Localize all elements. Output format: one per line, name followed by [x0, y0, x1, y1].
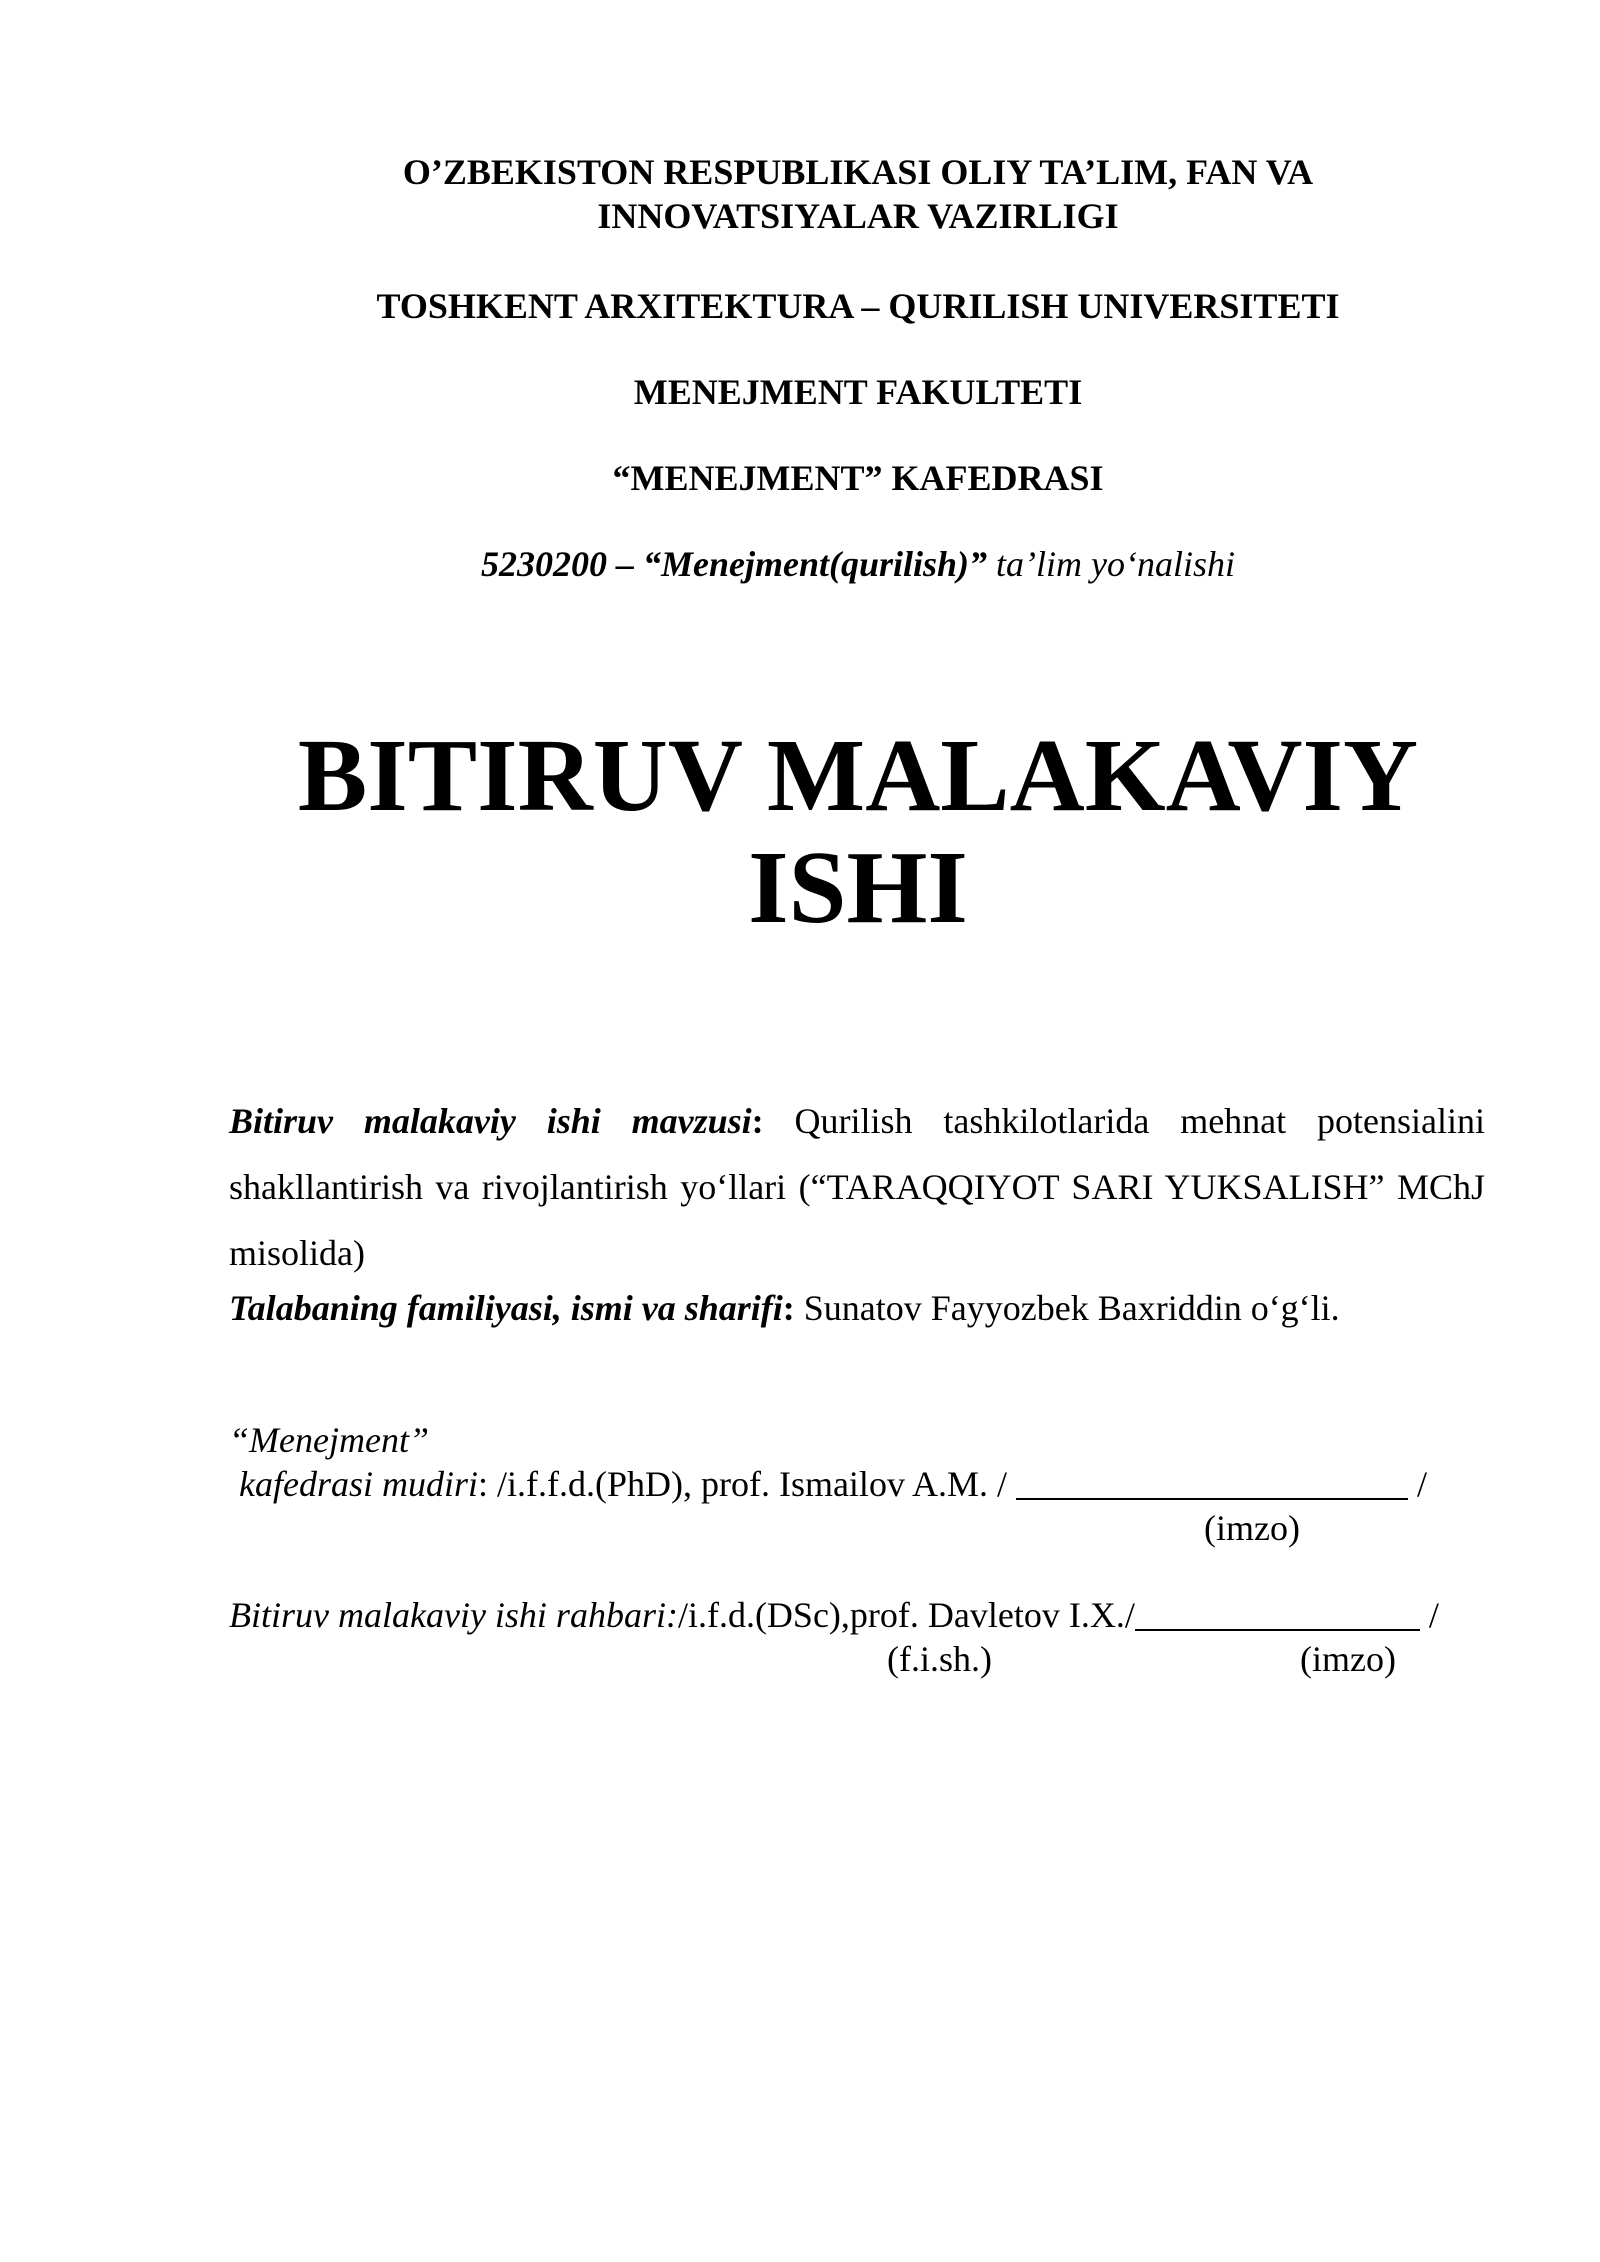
title-line-1: BITIRUV MALAKAVIY — [297, 718, 1419, 833]
head-of-department-signature — [229, 1418, 1529, 1550]
student-colon: : — [782, 1288, 795, 1328]
student-info — [229, 1283, 1485, 1333]
supervisor-fish-caption: (f.i.sh.) — [887, 1639, 992, 1679]
thesis-topic — [229, 1088, 1485, 1286]
supervisor-signature-blank — [1135, 1599, 1420, 1631]
student-label: Talabaning familiyasi, ismi va sharifi — [229, 1288, 783, 1328]
supervisor-signature-line — [229, 1593, 1529, 1637]
head-end-slash: / — [1407, 1464, 1427, 1504]
head-imzo-caption: (imzo) — [1204, 1508, 1300, 1548]
head-signature-line — [229, 1462, 1529, 1506]
ministry-line-1: O’ZBEKISTON RESPUBLIKASI OLIY TA’LIM, FAN VA — [402, 152, 1314, 192]
document-title — [0, 720, 1600, 944]
department-name-line: “Menejment” — [229, 1420, 429, 1460]
department-heading: “MENEJMENT” KAFEDRASI — [612, 458, 1104, 498]
supervisor-details: /i.f.d.(DSc),prof. Davletov I.X./ — [677, 1595, 1135, 1635]
university-heading: TOSHKENT ARXITEKTURA – QURILISH UNIVERSITETI — [376, 286, 1340, 326]
supervisor-end-slash: / — [1419, 1595, 1439, 1635]
supervisor-imzo-caption: (imzo) — [1299, 1639, 1396, 1679]
ministry-line-2: INNOVATSIYALAR VAZIRLIGI — [597, 196, 1119, 236]
direction-code: 5230200 – — [480, 544, 634, 584]
student-name: Sunatov Fayyozbek Baxriddin o‘g‘li. — [803, 1288, 1340, 1328]
direction-name: “Menejment(qurilish)” — [642, 544, 988, 584]
ministry-heading — [0, 150, 1600, 238]
topic-colon: : — [751, 1101, 764, 1141]
study-direction — [0, 542, 1600, 586]
supervisor-signature — [229, 1593, 1529, 1681]
supervisor-captions — [229, 1637, 1529, 1681]
supervisor-role: Bitiruv malakaviy ishi rahbari: — [229, 1595, 678, 1635]
title-line-2: ISHI — [748, 830, 968, 945]
topic-label: Bitiruv malakaviy ishi mavzusi — [229, 1101, 752, 1141]
head-role: kafedrasi mudiri — [239, 1464, 478, 1504]
head-signature-blank — [1016, 1468, 1408, 1500]
head-details: : /i.f.f.d.(PhD), prof. Ismailov A.M. / — [478, 1464, 1016, 1504]
direction-suffix: ta’lim yo‘nalishi — [996, 544, 1236, 584]
topic-text: Qurilish tashkilotlarida mehnat potensialini shakllantirish va rivojlantirish yo‘llari (“TARAQQIYOT SARI YUKSALISH” MChJ misolida) — [229, 1101, 1485, 1273]
faculty-heading: MENEJMENT FAKULTETI — [633, 372, 1083, 412]
